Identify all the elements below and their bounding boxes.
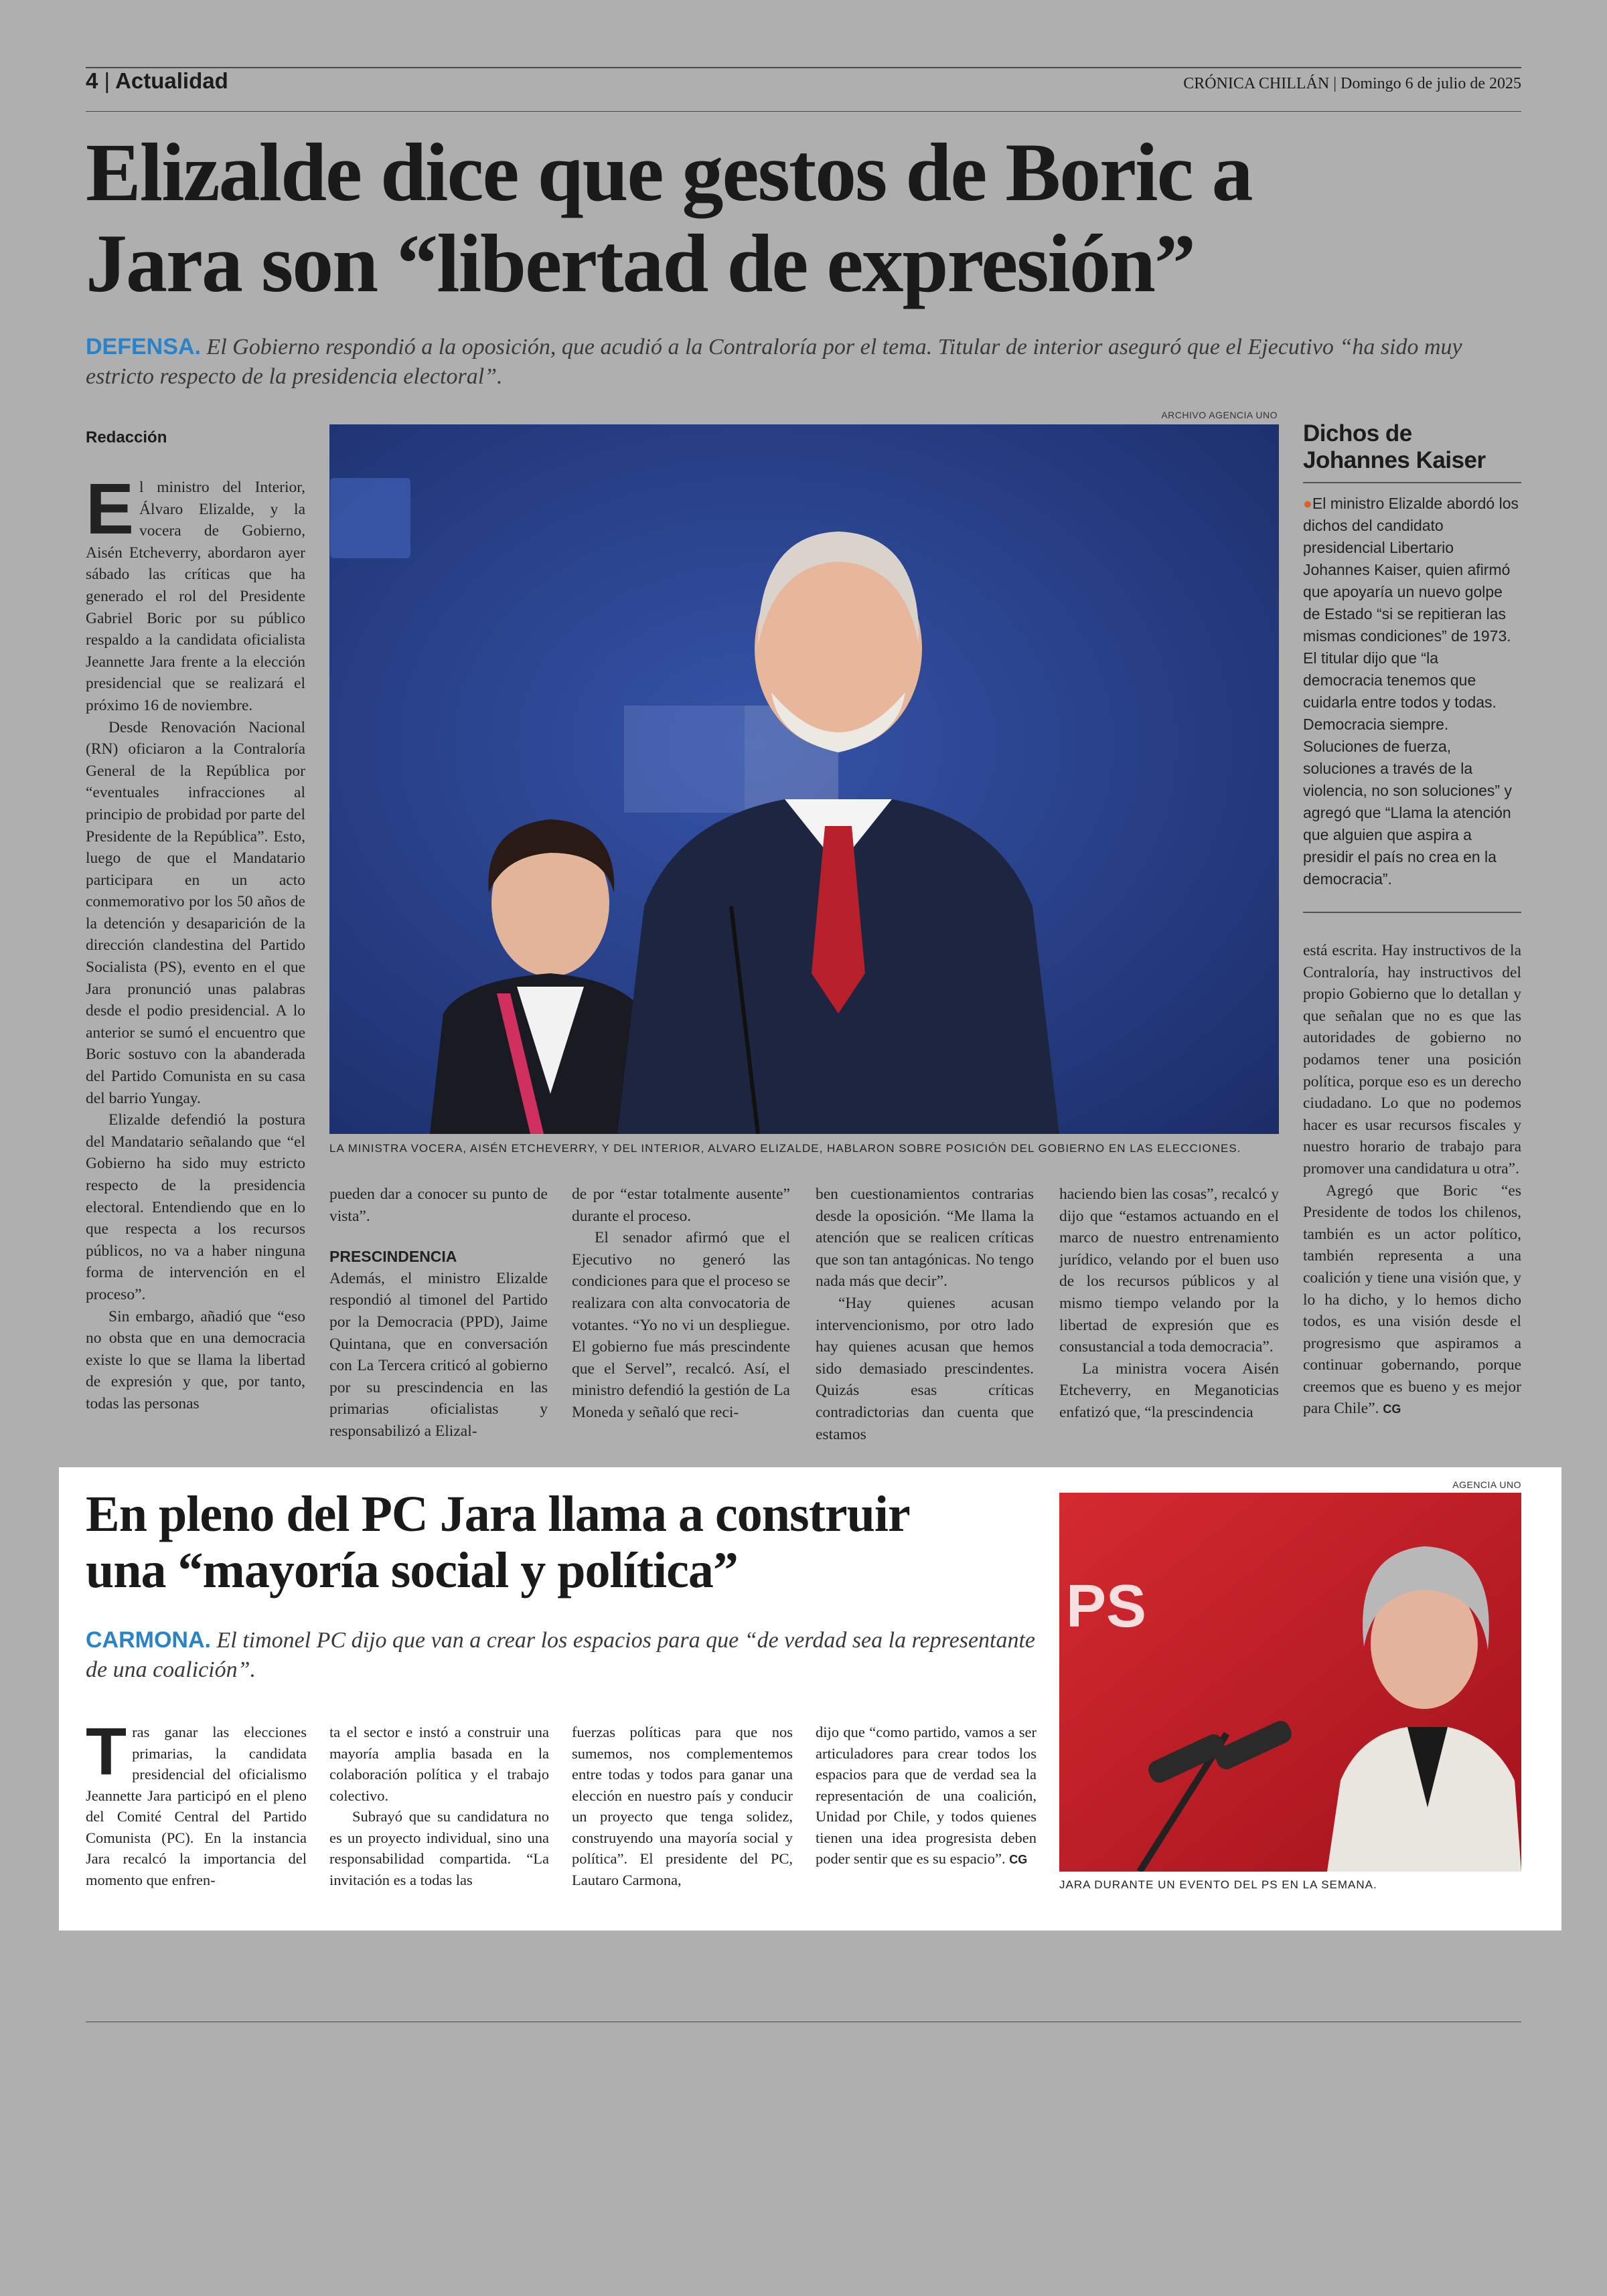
header-bottom-rule xyxy=(86,111,1521,112)
photo1-credit: ARCHIVO AGENCIA UNO xyxy=(1161,410,1278,420)
top-rule xyxy=(86,67,1521,68)
article1-headline-line1: Elizalde dice que gestos de Boric a xyxy=(86,127,1252,218)
article1-col3-para2: El senador afirmó que el Ejecutivo no generó las condiciones para que el proceso se realizara con alta convocatoria de votantes. “Yo no vi un despliegue. El gobierno fue más prescindente que el Servel”, recalcó. Así, el ministro defendió la gestión de La Moneda y señaló que reci- xyxy=(572,1229,790,1421)
article1-col1-para1 xyxy=(86,468,305,717)
page-number: 4 xyxy=(86,68,98,93)
article2-headline-line2: una “mayoría social y política” xyxy=(86,1542,738,1598)
article1-subhead: PRESCINDENCIA xyxy=(329,1248,457,1266)
article2-column-2 xyxy=(329,1722,549,1890)
sidebar-bottom-rule xyxy=(1303,912,1521,913)
article1-end-mark: CG xyxy=(1383,1402,1401,1416)
article1-col1-para3: Elizalde defendió la postura del Mandatario señalando que “el Gobierno ha sido muy estricto respecto de la presidencia electoral. Entendiendo que en lo que respecta a los recursos públicos, no va a haber ninguna forma de intervención en el proceso”. xyxy=(86,1111,305,1303)
ps-logo-text: PS xyxy=(1066,1573,1147,1640)
article2-column-1 xyxy=(86,1714,307,1890)
sidebar-bullet: ● xyxy=(1303,495,1312,512)
article1-byline: Redacción xyxy=(86,428,167,446)
photo2-credit: AGENCIA UNO xyxy=(1452,1479,1521,1490)
article1-col1-para2: Desde Renovación Nacional (RN) oficiaron a la Contraloría General de la República por “eventuales infracciones al principio de probidad por parte del Presidente de la República”. Esto, luego de que el Mandatario participara en un acto conmemorativo por los 50 años de la detención y desaparición de la dirección clandestina del Partido Socialista (PS), evento en el que Jara pronunció unas palabras desde el podio presidencial. A lo anterior se sumó el encuentro que Boric sostuvo con la abanderada del Partido Comunista en su casa del barrio Yungay. xyxy=(86,718,305,1107)
sidebar-title-line1: Dichos de xyxy=(1303,420,1412,446)
article1-headline-line2: Jara son “libertad de expresión” xyxy=(86,218,1195,309)
publication-line xyxy=(1183,75,1521,93)
article1-dropcap: E xyxy=(86,468,135,549)
article2-end-mark: CG xyxy=(1009,1853,1028,1866)
article1-col1-para4: Sin embargo, añadió que “eso no obsta que en una democracia existe lo que se llama la libertad de expresión y que, por tanto, todas las personas xyxy=(86,1307,305,1412)
article2-dropcap: T xyxy=(86,1714,127,1789)
article2-headline-line1: En pleno del PC Jara llama a construir xyxy=(86,1486,910,1542)
article1-headline xyxy=(86,127,1252,309)
article1-photo xyxy=(329,424,1279,1134)
article1-col1-para1-text: l ministro del Interior, Álvaro Elizalde, y la vocera de Gobierno, Aisén Etcheverry, abordaron ayer sábado las críticas que ha generado el rol del Presidente Gabriel Boric por su público respaldo a la candidata oficialista Jeannette Jara frente a la elección presidencial que se realizará el próximo 16 de noviembre. xyxy=(86,479,305,714)
article1-col6-para2-text: Agregó que Boric “es Presidente de todos los chilenos, también es un actor político, también representa a una coalición y tiene una visión que, y lo ha dicho, y lo hemos dicho todos, es una visión desde el progresismo que aspiramos a continuar gobernando, porque creemos que es bueno y es mejor para Chile”. xyxy=(1303,1181,1521,1418)
article2-deck-text: El timonel PC dijo que van a crear los espacios para que “de verdad sea la representante de una coalición”. xyxy=(86,1628,1036,1682)
sidebar-title xyxy=(1303,420,1486,474)
article1-col5-para2: La ministra vocera Aisén Etcheverry, en Meganoticias enfatizó que, “la prescindencia xyxy=(1059,1360,1279,1421)
article2-col4-para xyxy=(816,1722,1037,1871)
photo1-caption: LA MINISTRA VOCERA, AISÉN ETCHEVERRY, Y DEL INTERIOR, ALVARO ELIZALDE, HABLARON SOBRE POSICIÓN DEL GOBIERNO EN LAS ELECCIONES. xyxy=(329,1142,1241,1155)
folio-separator-2: | xyxy=(1333,75,1337,92)
article1-col2-para2: Además, el ministro Elizalde respondió al timonel del Partido por la Democracia (PPD), Jaime Quintana, que en conversación con La Tercera criticó al gobierno por su prescindencia en las primarias oficialistas y responsabilizó a Elizal- xyxy=(329,1269,548,1440)
page-folio xyxy=(86,68,228,94)
sidebar-body-text: El ministro Elizalde abordó los dichos del candidato presidencial Libertario Johannes Kaiser, quien afirmó que apoyaría un nuevo golpe de Estado “si se repitieran las mismas condiciones” de 1973. El titular dijo que “la democracia tenemos que cuidarla entre todos y todas. Democracia siempre. Soluciones de fuerza, soluciones a través de la violencia, no son soluciones” y agregó que “Llama la atención que alguien que aspira a presidir el país no crea en la democracia”. xyxy=(1303,495,1519,888)
folio-separator: | xyxy=(104,68,110,93)
article1-deck-text: El Gobierno respondió a la oposición, que acudió a la Contraloría por el tema. Titular de interior aseguró que el Ejecutivo “ha sido muy estricto respecto de la presidencia electoral”. xyxy=(86,335,1462,389)
sidebar-body-block xyxy=(1303,493,1521,890)
article1-column-1 xyxy=(86,468,305,1415)
article1-kicker: DEFENSA. xyxy=(86,334,201,359)
article2-deck xyxy=(86,1625,1037,1685)
article1-col3-para1: de por “estar totalmente ausente” durante el proceso. xyxy=(572,1185,790,1225)
article1-column-5 xyxy=(1059,1183,1279,1424)
photo2-illustration xyxy=(1059,1493,1521,1872)
article2-col2-para1: ta el sector e instó a construir una mayoría amplia basada en la colaboración política y el trabajo colectivo. xyxy=(329,1724,549,1804)
section-name: Actualidad xyxy=(115,68,228,93)
article1-column-4 xyxy=(816,1183,1034,1445)
article2-column-4 xyxy=(816,1722,1037,1871)
article2-photo xyxy=(1059,1493,1521,1872)
sidebar-title-line2: Johannes Kaiser xyxy=(1303,447,1486,473)
article2-headline xyxy=(86,1486,910,1598)
article2-col1-para xyxy=(86,1714,307,1890)
article1-column-6 xyxy=(1303,940,1521,1420)
photo2-caption: JARA DURANTE UN EVENTO DEL PS EN LA SEMANA. xyxy=(1059,1878,1377,1891)
article1-col4-para2: “Hay quienes acusan intervencionismo, por otro lado hay quienes acusan que hemos sido demasiado prescindentes. Quizás esas críticas contradictorias dan cuenta que estamos xyxy=(816,1294,1034,1443)
article2-col1-text: ras ganar las elecciones primarias, la candidata presidencial del oficialismo Jeannette Jara participó en el pleno del Comité Central del Partido Comunista (PC). En la instancia Jara recalcó la importancia del momento que enfren- xyxy=(86,1724,307,1888)
article2-kicker: CARMONA. xyxy=(86,1627,211,1653)
article1-column-3 xyxy=(572,1183,790,1424)
sidebar-title-rule xyxy=(1303,482,1521,483)
article1-col2-para1: pueden dar a conocer su punto de vista”. xyxy=(329,1185,548,1225)
article1-column-2 xyxy=(329,1183,548,1443)
article2-column-3 xyxy=(572,1722,793,1890)
article2-col2-para2: Subrayó que su candidatura no es un proyecto individual, sino una responsabilidad compartida. “La invitación es a todas las xyxy=(329,1808,549,1888)
photo1-illustration xyxy=(329,424,1279,1134)
sidebar-body xyxy=(1303,493,1521,890)
article1-col6-para1: está escrita. Hay instructivos de la Contraloría, hay instructivos del propio Gobierno que lo detallan y que señalan que no es que las autoridades de gobierno no podamos tener una posición política, porque eso es un derecho ciudadano. Lo que no podemos hacer es usar recursos fiscales y nuestro horario de trabajo para promover una candidatura u otra”. xyxy=(1303,942,1521,1177)
publication-date: Domingo 6 de julio de 2025 xyxy=(1341,75,1521,92)
article1-col6-para2 xyxy=(1303,1180,1521,1421)
article1-deck xyxy=(86,332,1519,392)
article2-col3-para: fuerzas políticas para que nos sumemos, nos complementemos entre todas y todos para ganar una elección en nuestro país y conducir un proyecto que tenga solidez, construyendo una mayoría social y política”. El presidente del PC, Lautaro Carmona, xyxy=(572,1724,793,1888)
article1-col5-para1: haciendo bien las cosas”, recalcó y dijo que “estamos actuando en el marco de nuestro entrenamiento jurídico, velando por el buen uso de los recursos públicos y al mismo tiempo velando por la libertad de expresión que es consustancial a toda democracia”. xyxy=(1059,1185,1279,1356)
publication-name: CRÓNICA CHILLÁN xyxy=(1183,75,1330,92)
article1-col4-para1: ben cuestionamientos contrarias desde la oposición. “Me llama la atención que se realicen críticas que son tan antagónicas. No tengo nada más que decir”. xyxy=(816,1185,1034,1291)
article2-col4-text: dijo que “como partido, vamos a ser articuladores para crear todos los espacios para que de verdad sea la representación de una coalición, Unidad por Chile, y todos quienes tienen una idea progresista deben poder sentir que es su espacio”. xyxy=(816,1724,1037,1867)
